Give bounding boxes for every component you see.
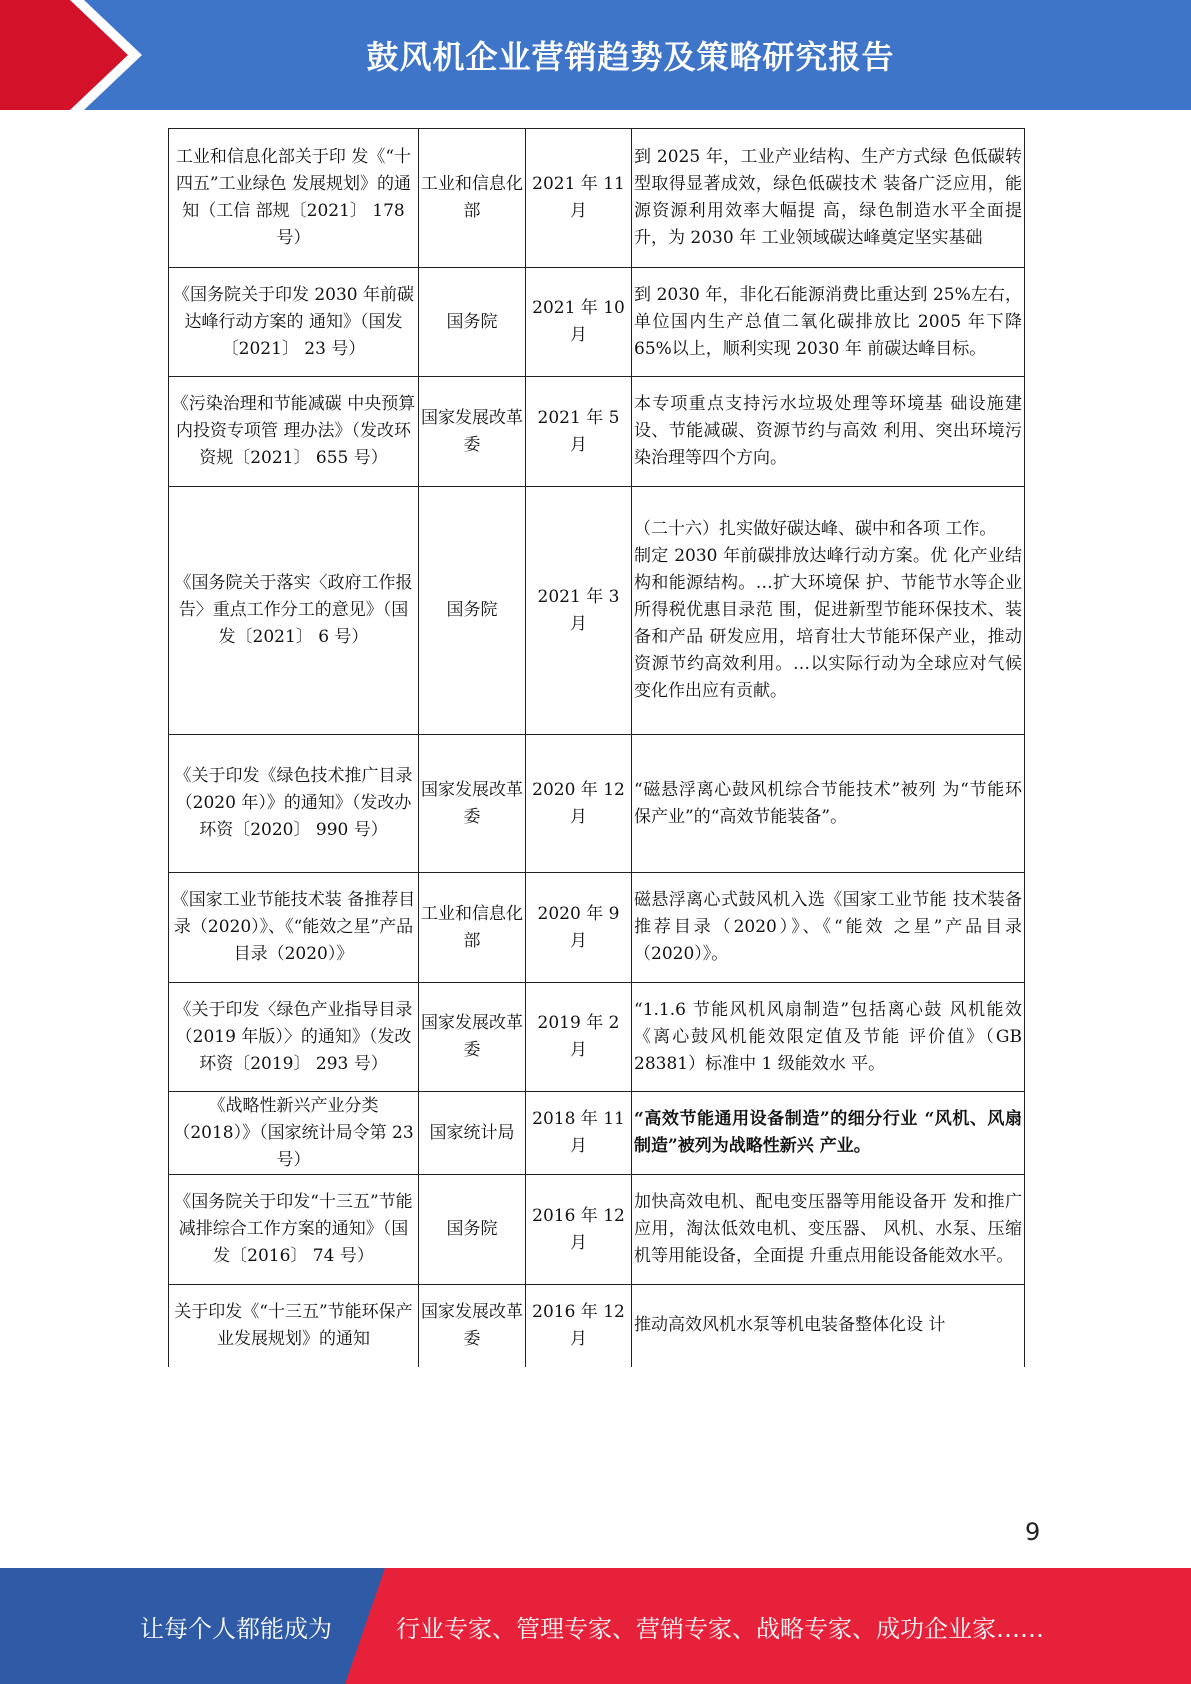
policy-name: 《战略性新兴产业分类（2018）》（国家统计局令第 23 号）	[169, 1092, 419, 1175]
policy-content: 本专项重点支持污水垃圾处理等环境基 础设施建设、节能减碳、资源节约与高效 利用、突出环境污染治理等四个方向。	[632, 377, 1025, 487]
issuing-department: 国家发展改革委	[419, 1285, 526, 1367]
table-row	[169, 873, 1025, 983]
issue-date: 2021 年 10 月	[526, 268, 632, 377]
issuing-department: 国家统计局	[419, 1092, 526, 1175]
policy-name: 《国务院关于印发 2030 年前碳达峰行动方案的 通知》（国发〔2021〕 23 号）	[169, 268, 419, 377]
policy-content: 推动高效风机水泵等机电装备整体化设 计	[632, 1285, 1025, 1367]
issue-date: 2016 年 12 月	[526, 1285, 632, 1367]
policy-content: “1.1.6 节能风机风扇制造”包括离心鼓 风机能效《离心鼓风机能效限定值及节能 评价值》（GB 28381）标准中 1 级能效水 平。	[632, 983, 1025, 1092]
issue-date: 2020 年 9 月	[526, 873, 632, 983]
issuing-department: 工业和信息化部	[419, 129, 526, 268]
issue-date: 2018 年 11 月	[526, 1092, 632, 1175]
table-row	[169, 735, 1025, 873]
policy-name: 《国家工业节能技术装 备推荐目录（2020）》、《“能效之星”产品目录（2020）》	[169, 873, 419, 983]
policy-content: 到 2030 年，非化石能源消费比重达到 25%左右，单位国内生产总值二氧化碳排放比 2005 年下降 65%以上，顺利实现 2030 年 前碳达峰目标。	[632, 268, 1025, 377]
policy-content: “磁悬浮离心鼓风机综合节能技术”被列 为“节能环保产业”的“高效节能装备”。	[632, 735, 1025, 873]
red-arrow-decoration	[0, 0, 150, 110]
page-footer	[0, 1568, 1191, 1684]
table-row	[169, 129, 1025, 268]
footer-slogan-left: 让每个人都能成为	[140, 1614, 332, 1643]
policy-content: “高效节能通用设备制造”的细分行业 “风机、风扇制造”被列为战略性新兴 产业。	[632, 1092, 1025, 1175]
table-row	[169, 1285, 1025, 1367]
table-row	[169, 983, 1025, 1092]
issuing-department: 工业和信息化部	[419, 873, 526, 983]
issue-date: 2021 年 5 月	[526, 377, 632, 487]
policy-table	[168, 128, 1025, 1367]
policy-name: 《关于印发〈绿色产业指导目录（2019 年版）〉的通知》（发改环资〔2019〕 293 号）	[169, 983, 419, 1092]
policy-name: 《污染治理和节能减碳 中央预算内投资专项管 理办法》（发改环资规〔2021〕 655 号）	[169, 377, 419, 487]
table-row	[169, 377, 1025, 487]
issue-date: 2021 年 11 月	[526, 129, 632, 268]
policy-name: 关于印发《“十三五”节能环保产业发展规划》的通知	[169, 1285, 419, 1367]
content-paragraph: （二十六）扎实做好碳达峰、碳中和各项 工作。	[634, 519, 997, 539]
issuing-department: 国家发展改革委	[419, 377, 526, 487]
policy-name: 工业和信息化部关于印 发《“十四五”工业绿色 发展规划》的通知（工信 部规〔2021〕 178 号）	[169, 129, 419, 268]
table-row	[169, 487, 1025, 735]
table-row	[169, 268, 1025, 377]
issue-date: 2016 年 12 月	[526, 1175, 632, 1285]
issue-date: 2021 年 3 月	[526, 487, 632, 735]
policy-content	[632, 487, 1025, 735]
policy-content: 加快高效电机、配电变压器等用能设备开 发和推广应用，淘汰低效电机、变压器、 风机、水泵、压缩机等用能设备，全面提 升重点用能设备能效水平。	[632, 1175, 1025, 1285]
policy-name: 《关于印发《绿色技术推广目录（2020 年）》的通知》（发改办环资〔2020〕 990 号）	[169, 735, 419, 873]
page-number: 9	[1025, 1518, 1041, 1546]
footer-slogan-right: 行业专家、管理专家、营销专家、战略专家、成功企业家……	[396, 1614, 1044, 1643]
policy-name: 《国务院关于印发“十三五”节能减排综合工作方案的通知》（国发〔2016〕 74 号）	[169, 1175, 419, 1285]
table-row	[169, 1092, 1025, 1175]
issuing-department: 国家发展改革委	[419, 735, 526, 873]
policy-content: 到 2025 年，工业产业结构、生产方式绿 色低碳转型取得显著成效，绿色低碳技术 装备广泛应用，能源资源利用效率大幅提 高，绿色制造水平全面提升，为 2030 年 工业领域碳达峰奠定坚实基础	[632, 129, 1025, 268]
issuing-department: 国务院	[419, 1175, 526, 1285]
report-title: 鼓风机企业营销趋势及策略研究报告	[366, 38, 895, 76]
policy-content: 磁悬浮离心式鼓风机入选《国家工业节能 技术装备推荐目录（2020）》、《“能效 之星”产品目录（2020）》。	[632, 873, 1025, 983]
policy-name: 《国务院关于落实〈政府工作报告〉重点工作分工的意见》（国发〔2021〕 6 号）	[169, 487, 419, 735]
issue-date: 2020 年 12 月	[526, 735, 632, 873]
content-paragraph: 制定 2030 年前碳排放达峰行动方案。优 化产业结构和能源结构。…扩大环境保 护、节能节水等企业所得税优惠目录范 围，促进新型节能环保技术、装备和产品 研发应用，培育壮大节能环保产业，推动 资源节约高效利用。…以实际行动为全球应对气候变化作出应有贡献。	[634, 546, 1022, 701]
issuing-department: 国家发展改革委	[419, 983, 526, 1092]
issue-date: 2019 年 2 月	[526, 983, 632, 1092]
issuing-department: 国务院	[419, 487, 526, 735]
page-header	[0, 0, 1191, 110]
issuing-department: 国务院	[419, 268, 526, 377]
table-row	[169, 1175, 1025, 1285]
